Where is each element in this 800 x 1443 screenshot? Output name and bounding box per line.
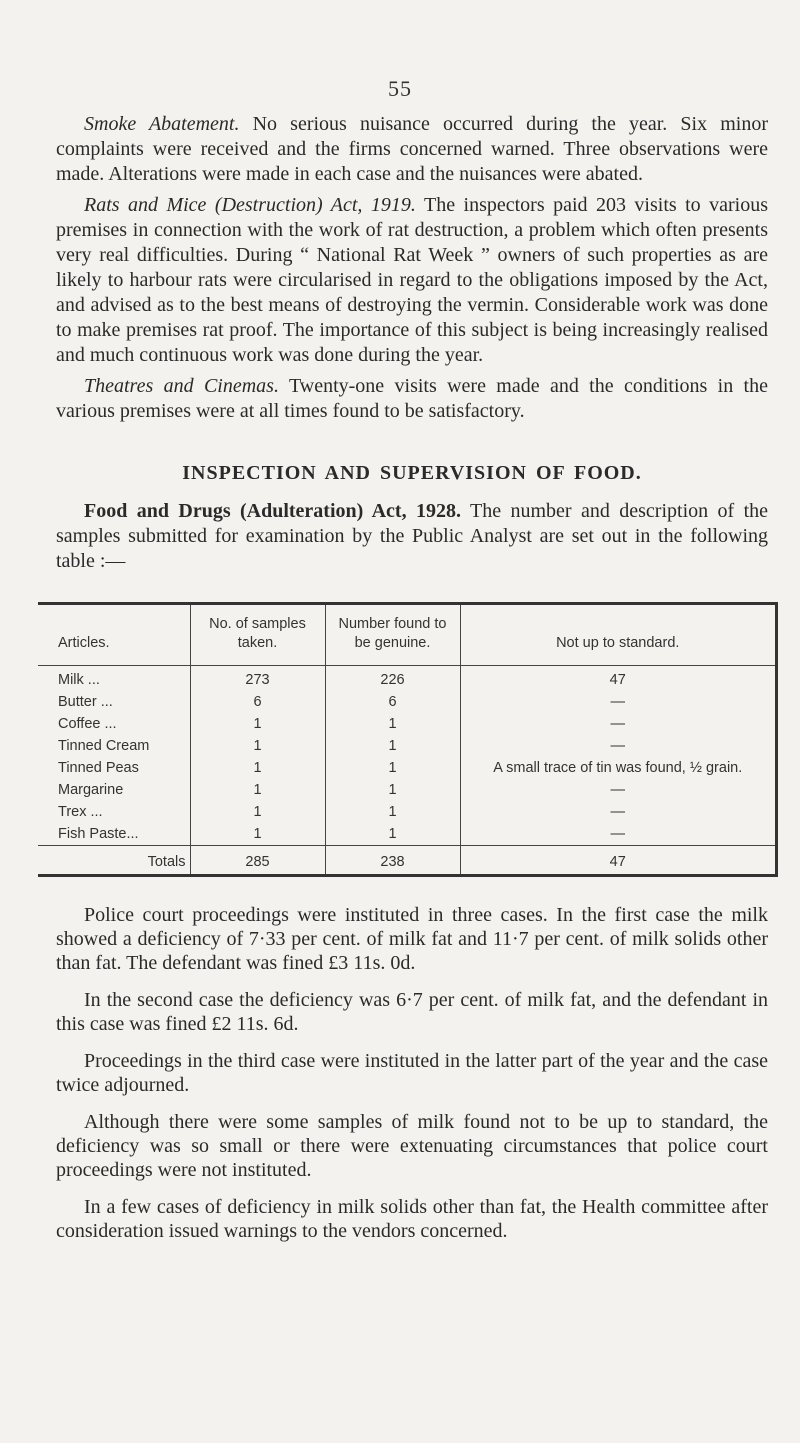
cell-samples: 1 bbox=[190, 713, 325, 735]
paragraph-text: Proceedings in the third case were instituted in the latter part of the year and the case twice adjourned. bbox=[56, 1050, 768, 1096]
cell-article: Trex ... bbox=[58, 804, 103, 820]
food-act-paragraph bbox=[56, 499, 768, 574]
food-act-text: The number and description of the samples submitted for examination by the Public Analyst are set out in the following table :— bbox=[56, 500, 769, 572]
paragraph-text: In a few cases of deficiency in milk solids other than fat, the Health committee after consideration issued warnings to the vendors concerned. bbox=[56, 1196, 768, 1242]
cell-genuine: 6 bbox=[325, 691, 460, 713]
cell-not-standard: — bbox=[460, 713, 777, 735]
rats-and-mice-paragraph bbox=[56, 193, 768, 368]
cell-article: Tinned Peas bbox=[58, 760, 139, 776]
cell-not-standard: — bbox=[460, 823, 777, 846]
cell-article: Tinned Cream bbox=[58, 738, 150, 754]
table-header-row bbox=[38, 604, 777, 666]
cell-samples: 1 bbox=[190, 779, 325, 801]
page-number: 55 bbox=[388, 76, 412, 101]
samples-table bbox=[38, 602, 778, 877]
theatres-paragraph bbox=[56, 374, 768, 424]
table-row bbox=[38, 779, 777, 801]
cell-not-standard: A small trace of tin was found, ½ grain. bbox=[460, 757, 777, 779]
header-genuine: Number found to be genuine. bbox=[325, 604, 460, 666]
table-row bbox=[38, 713, 777, 735]
cell-samples: 1 bbox=[190, 801, 325, 823]
cell-genuine: 1 bbox=[325, 757, 460, 779]
cell-samples: 1 bbox=[190, 735, 325, 757]
paragraph-text: In the second case the deficiency was 6·7 per cent. of milk fat, and the defendant in this case was fined £2 11s. 6d. bbox=[56, 989, 768, 1035]
paragraph-extenuating bbox=[56, 1110, 768, 1182]
smoke-abatement-title: Smoke Abatement. bbox=[84, 113, 240, 135]
rats-act-title: Rats and Mice bbox=[84, 194, 207, 216]
rats-act-title-year: Act, 1919. bbox=[322, 194, 416, 216]
cell-samples: 273 bbox=[190, 666, 325, 692]
cell-genuine: 1 bbox=[325, 801, 460, 823]
cell-genuine: 1 bbox=[325, 713, 460, 735]
cell-genuine: 1 bbox=[325, 779, 460, 801]
header-samples: No. of samples taken. bbox=[190, 604, 325, 666]
paragraph-text: Although there were some samples of milk found not to be up to standard, the deficiency was so small or there were extenuating circumstances that police court proceedings were not instituted. bbox=[56, 1111, 768, 1181]
rats-and-mice-text: The inspectors paid 203 visits to various premises in connection with the work of rat destruction, a problem which often presents very real difficulties. During “ National Rat Week ” owners of such properties as are likely to harbour rats were circularised in regard to the obligations imposed by the Act, and advised as to the best means of destroying the vermin. Considerable work was done to make premises rat proof. The importance of this subject is being increasingly realised and much continuous work was done during the year. bbox=[56, 194, 769, 366]
paragraph-second-case bbox=[56, 988, 768, 1036]
cell-genuine: 1 bbox=[325, 735, 460, 757]
totals-samples: 285 bbox=[190, 846, 325, 876]
cell-samples: 6 bbox=[190, 691, 325, 713]
cell-not-standard: — bbox=[460, 735, 777, 757]
cell-article: Butter ... bbox=[58, 694, 113, 710]
cell-samples: 1 bbox=[190, 823, 325, 846]
cell-genuine: 226 bbox=[325, 666, 460, 692]
cell-genuine: 1 bbox=[325, 823, 460, 846]
cell-not-standard: — bbox=[460, 779, 777, 801]
paragraph-warnings bbox=[56, 1195, 768, 1243]
totals-label: Totals bbox=[38, 846, 190, 876]
header-articles: Articles. bbox=[38, 604, 190, 666]
cell-not-standard: — bbox=[460, 801, 777, 823]
proceedings-section bbox=[56, 903, 768, 1243]
totals-not-standard: 47 bbox=[460, 846, 777, 876]
table-row bbox=[38, 735, 777, 757]
header-not-standard: Not up to standard. bbox=[460, 604, 777, 666]
theatres-title: Theatres and Cinemas. bbox=[84, 375, 279, 397]
page-content bbox=[56, 112, 768, 1256]
cell-samples: 1 bbox=[190, 757, 325, 779]
cell-article: Coffee ... bbox=[58, 716, 117, 732]
cell-not-standard: — bbox=[460, 691, 777, 713]
cell-article: Margarine bbox=[58, 782, 124, 798]
section-heading: INSPECTION AND SUPERVISION OF FOOD. bbox=[182, 462, 642, 484]
food-act-title: Food and Drugs (Adulteration) Act, 1928. bbox=[84, 500, 461, 522]
cell-article: Milk ... bbox=[58, 672, 100, 688]
table-row bbox=[38, 801, 777, 823]
paragraph-third-case bbox=[56, 1049, 768, 1097]
table-row bbox=[38, 757, 777, 779]
paragraph-first-case bbox=[56, 903, 768, 975]
totals-row bbox=[38, 846, 777, 876]
smoke-abatement-paragraph bbox=[56, 112, 768, 187]
totals-genuine: 238 bbox=[325, 846, 460, 876]
table-row bbox=[38, 823, 777, 846]
rats-act-title-paren: (Destruction) bbox=[214, 194, 323, 216]
paragraph-text: Police court proceedings were instituted in three cases. In the first case the milk showed a deficiency of 7·33 per cent. of milk fat and 11·7 per cent. of milk solids other than fat. The defendant was fined £3 11s. 0d. bbox=[56, 904, 768, 974]
cell-not-standard: 47 bbox=[460, 666, 777, 692]
theatres-text: Twenty-one visits were made and the conditions in the various premises were at all times found to be satisfactory. bbox=[56, 375, 768, 422]
table-row bbox=[38, 691, 777, 713]
smoke-abatement-text: No serious nuisance occurred during the year. Six minor complaints were received and the firms concerned warned. Three observations were made. Alterations were made in each case and the nuisances were abated. bbox=[56, 113, 768, 185]
cell-article: Fish Paste... bbox=[58, 826, 139, 842]
table-row bbox=[38, 666, 777, 692]
